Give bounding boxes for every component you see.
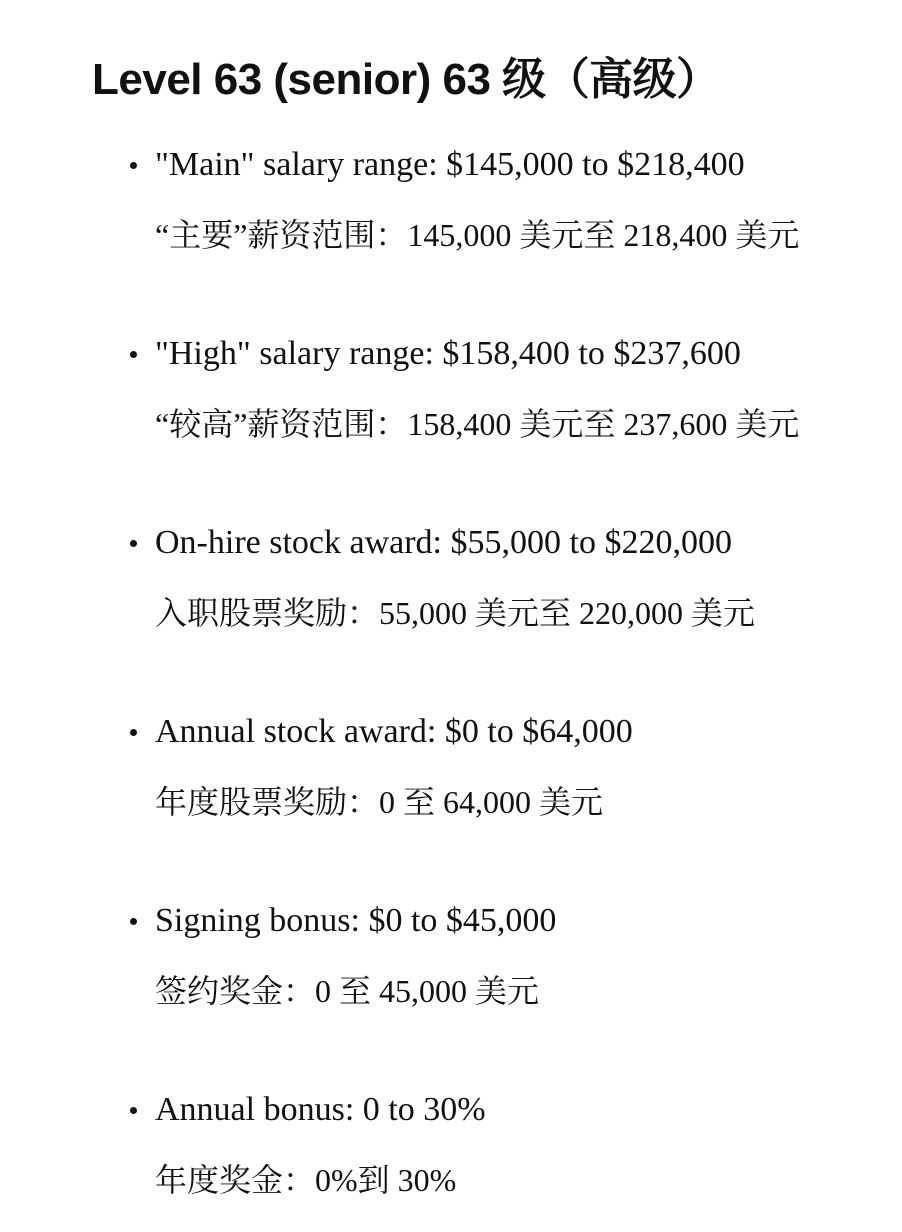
list-item-annual-bonus xyxy=(155,1085,885,1205)
item-chinese-text: “较高”薪资范围：158,400 美元至 237,600 美元 xyxy=(155,406,800,442)
bullet-icon xyxy=(130,540,137,547)
item-chinese-text: 年度股票奖励：0 至 64,000 美元 xyxy=(155,784,604,820)
item-english-text: Annual stock award: $0 to $64,000 xyxy=(155,713,633,750)
bullet-icon xyxy=(130,729,137,736)
list-item-annual-stock xyxy=(155,707,885,827)
item-english-text: On-hire stock award: $55,000 to $220,000 xyxy=(155,524,732,561)
item-english-text: "Main" salary range: $145,000 to $218,400 xyxy=(155,146,745,183)
bullet-icon xyxy=(130,918,137,925)
item-english-text: Signing bonus: $0 to $45,000 xyxy=(155,902,557,939)
list-item-signing-bonus xyxy=(155,896,885,1016)
item-english-text: Annual bonus: 0 to 30% xyxy=(155,1091,486,1128)
bullet-icon xyxy=(130,162,137,169)
list-item-on-hire-stock xyxy=(155,518,885,638)
item-chinese-text: 年度奖金：0%到 30% xyxy=(155,1162,457,1198)
item-english-text: "High" salary range: $158,400 to $237,600 xyxy=(155,335,741,372)
bullet-icon xyxy=(130,1107,137,1114)
item-chinese-text: 入职股票奖励：55,000 美元至 220,000 美元 xyxy=(155,595,756,631)
item-chinese-text: 签约奖金：0 至 45,000 美元 xyxy=(155,973,540,1009)
item-chinese-text: “主要”薪资范围：145,000 美元至 218,400 美元 xyxy=(155,217,800,253)
list-item-main-salary xyxy=(155,140,885,260)
bullet-icon xyxy=(130,351,137,358)
page-title: Level 63 (senior) 63 级（高级） xyxy=(92,55,720,104)
list-item-high-salary xyxy=(155,329,885,449)
